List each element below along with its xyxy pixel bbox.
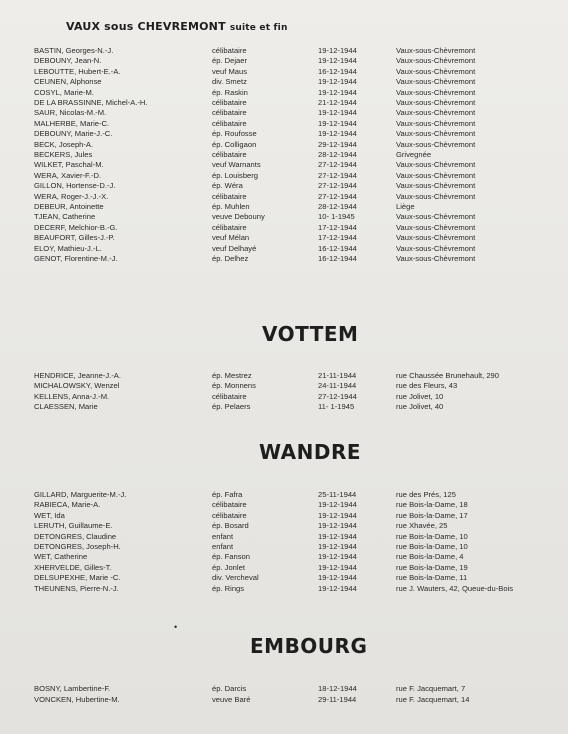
death-place: rue Jolivet, 10 [396,391,444,401]
death-place: rue des Prés, 125 [396,490,456,499]
person-name: SAUR, Nicolas-M.-M. [34,108,107,118]
death-place: rue Bois-la-Dame, 19 [396,562,468,572]
marital-status: célibataire [212,391,247,401]
death-place: Vaux-sous-Chèvremont [396,139,476,149]
person-name: BOSNY, Lambertine-F. [34,684,111,693]
death-date: 11- 1-1945 [318,402,355,412]
person-name: WET, Catherine [34,552,88,562]
list-item [0,139,568,150]
death-place: rue Bois-la-Dame, 4 [396,552,464,562]
list-item [0,562,568,573]
person-name: THEUNENS, Pierre-N.-J. [34,583,119,593]
list-item [0,551,568,562]
list-item [0,572,568,583]
person-name: VONCKEN, Hubertine-M. [34,695,120,704]
death-date: 19-12-1944 [318,129,357,139]
list-item [0,683,568,694]
marital-status: ép. Dejaer [212,56,248,66]
list-item [0,180,568,191]
marital-status: enfant [212,542,234,551]
person-name: GENOT, Florentine-M.-J. [34,254,118,263]
marital-status: veuf Maus [212,66,248,76]
marital-status: ép. Roufosse [212,129,257,139]
death-date: 19-12-1944 [318,542,357,551]
person-name: COSYL, Marie-M. [34,87,94,97]
list-item [0,118,568,129]
list-item [0,128,568,139]
death-date: 25-11-1944 [318,490,357,499]
marital-status: ép. Monnens [212,381,256,391]
death-place: rue Bois-la-Dame, 10 [396,542,468,551]
marital-status: célibataire [212,150,247,159]
marital-status: veuf Delhayé [212,243,257,253]
list-item [0,191,568,202]
death-place: Vaux-sous-Chèvremont [396,77,476,87]
marital-status: ép. Darcis [212,684,247,693]
death-place: rue des Fleurs, 43 [396,381,458,391]
marital-status: ép. Wéra [212,181,243,191]
death-place: rue Xhavée, 25 [396,521,448,531]
list-item [0,55,568,66]
person-name: HENDRICE, Jeanne-J.-A. [34,371,121,380]
marital-status: veuve Debouny [212,212,265,222]
person-name: DELSUPEXHE, Marie -C. [34,573,121,583]
death-date: 28-12-1944 [318,150,357,159]
list-item [0,97,568,108]
section-title-vaux-text: VAUX sous CHEVREMONT [66,20,226,33]
marital-status: ép. Colligaon [212,139,257,149]
person-name: KELLENS, Anna-J.-M. [34,391,110,401]
list-item [0,87,568,98]
death-date: 27-12-1944 [318,191,357,201]
list-item [0,232,568,243]
person-name: TJEAN, Catherine [34,212,96,222]
marital-status: veuf Warnants [212,160,261,170]
death-place: Vaux-sous-Chèvremont [396,170,476,180]
death-date: 27-12-1944 [318,170,357,180]
death-date: 19-12-1944 [318,108,357,118]
list-item [0,170,568,181]
death-date: 19-12-1944 [318,77,357,87]
death-place: rue F. Jacquemart, 14 [396,695,470,704]
death-date: 16-12-1944 [318,66,357,76]
section-title-vaux [66,20,288,33]
person-name: XHERVELDE, Gilles-T. [34,562,112,572]
list-item [0,222,568,233]
list-item [0,391,568,402]
marital-status: ép. Delhez [212,254,249,263]
person-name: CEUNEN, Alphonse [34,77,102,87]
section-title-wandre: WANDRE [259,440,362,464]
list-item [0,107,568,118]
marital-status: div. Vercheval [212,573,259,583]
list-item [0,76,568,87]
list-item [0,694,568,705]
marital-status: célibataire [212,108,247,118]
death-date: 19-12-1944 [318,56,357,66]
person-name: LERUTH, Guillaume-E. [34,521,113,531]
person-name: CLAESSEN, Marie [34,402,98,412]
list-item [0,159,568,170]
person-name: WERA, Roger-J.-J.-X. [34,191,109,201]
death-date: 18-12-1944 [318,684,357,693]
marital-status: ép. Fafra [212,490,243,499]
death-date: 19-12-1944 [318,118,357,128]
list-item [0,541,568,552]
death-date: 19-12-1944 [318,87,357,97]
list-item [0,489,568,500]
death-date: 19-12-1944 [318,521,357,531]
death-date: 19-12-1944 [318,573,357,583]
list-item [0,380,568,391]
marital-status: ép. Jonlet [212,562,245,572]
death-place: Vaux-sous-Chèvremont [396,129,476,139]
person-name: DECERF, Melchior-B.-G. [34,222,118,232]
list-item [0,149,568,160]
death-date: 19-12-1944 [318,46,357,55]
person-name: WERA, Xavier-F.-D. [34,170,102,180]
death-place: Vaux-sous-Chèvremont [396,212,476,222]
death-place: Vaux-sous-Chèvremont [396,254,476,263]
death-place: Vaux-sous-Chèvremont [396,160,476,170]
marital-status: veuf Mélan [212,233,250,243]
list-item [0,253,568,264]
person-name: BASTIN, Georges-N.-J. [34,46,114,55]
death-date: 27-12-1944 [318,391,357,401]
death-place: Grivegnée [396,150,432,159]
death-place: rue Bois-la-Dame, 11 [396,573,468,583]
person-name: MICHALOWSKY, Wenzel [34,381,120,391]
death-date: 27-12-1944 [318,160,357,170]
death-place: Vaux-sous-Chèvremont [396,233,476,243]
death-date: 19-12-1944 [318,552,357,562]
section-title-vottem: VOTTEM [262,322,359,346]
person-name: ELOY, Mathieu-J.-L. [34,243,102,253]
death-place: rue Chaussée Brunehault, 290 [396,371,500,380]
death-place: Vaux-sous-Chèvremont [396,108,476,118]
death-place: Liège [396,202,415,211]
death-place: Vaux-sous-Chèvremont [396,56,476,66]
person-name: BECKERS, Jules [34,150,93,159]
marital-status: célibataire [212,46,247,55]
death-date: 19-12-1944 [318,562,357,572]
person-name: MALHERBE, Marie-C. [34,118,110,128]
death-date: 21-12-1944 [318,98,357,107]
marital-status: célibataire [212,118,247,128]
death-place: Vaux-sous-Chèvremont [396,98,476,107]
list-item [0,401,568,412]
person-name: DEBEUR, Antoinette [34,202,104,211]
marital-status: célibataire [212,500,247,510]
death-date: 21-11-1944 [318,371,357,380]
list-item [0,520,568,531]
list-item [0,45,568,56]
death-date: 19-12-1944 [318,583,357,593]
section-title-embourg: EMBOURG [250,634,368,658]
marital-status: veuve Baré [212,695,251,704]
ink-dot-mark: • [174,622,178,632]
marital-status: ép. Muhlen [212,202,250,211]
list-item [0,66,568,77]
list-item [0,370,568,381]
death-date: 16-12-1944 [318,243,357,253]
marital-status: célibataire [212,191,247,201]
death-date: 19-12-1944 [318,500,357,510]
person-name: BEAUFORT, Gilles-J.-P. [34,233,115,243]
death-place: Vaux-sous-Chèvremont [396,181,476,191]
marital-status: ép. Bosard [212,521,249,531]
person-name: GILLARD, Marguerite-M.-J. [34,490,127,499]
person-name: DE LA BRASSINNE, Michel-A.-H. [34,98,148,107]
person-name: WET, Ida [34,510,65,520]
marital-status: célibataire [212,98,247,107]
death-place: rue F. Jacquemart, 7 [396,684,466,693]
list-item [0,531,568,542]
person-name: WILKET, Paschal-M. [34,160,104,170]
marital-status: div. Smetz [212,77,247,87]
death-place: Vaux-sous-Chèvremont [396,243,476,253]
person-name: DETONGRES, Joseph-H. [34,542,121,551]
death-date: 29-12-1944 [318,139,357,149]
person-name: DEBOUNY, Marie-J.-C. [34,129,113,139]
person-name: LEBOUTTE, Hubert-E.-A. [34,66,121,76]
section-title-vaux-suffix: suite et fin [229,23,288,33]
marital-status: ép. Pelaers [212,402,251,412]
death-date: 10- 1-1945 [318,212,355,222]
death-place: Vaux-sous-Chèvremont [396,66,476,76]
death-place: rue Bois-la-Dame, 10 [396,531,468,541]
person-name: BECK, Joseph-A. [34,139,94,149]
death-date: 28-12-1944 [318,202,357,211]
death-place: Vaux-sous-Chèvremont [396,191,476,201]
list-item [0,211,568,222]
death-date: 19-12-1944 [318,531,357,541]
death-place: Vaux-sous-Chèvremont [396,87,476,97]
person-name: DEBOUNY, Jean-N. [34,56,102,66]
list-item [0,201,568,212]
marital-status: ép. Mestrez [212,371,252,380]
marital-status: ép. Rings [212,583,245,593]
death-place: Vaux-sous-Chèvremont [396,46,476,55]
death-date: 17-12-1944 [318,222,357,232]
person-name: DETONGRES, Claudine [34,531,117,541]
death-date: 24-11-1944 [318,381,357,391]
person-name: RABIECA, Marie-A. [34,500,101,510]
marital-status: enfant [212,531,234,541]
death-place: rue Bois-la-Dame, 18 [396,500,468,510]
marital-status: célibataire [212,222,247,232]
marital-status: ép. Raskin [212,87,248,97]
death-place: rue J. Wauters, 42, Queue-du-Bois [396,583,514,593]
death-date: 27-12-1944 [318,181,357,191]
death-date: 16-12-1944 [318,254,357,263]
marital-status: ép. Louisberg [212,170,259,180]
list-item [0,583,568,594]
person-name: GILLON, Hortense-D.-J. [34,181,116,191]
death-place: Vaux-sous-Chèvremont [396,118,476,128]
death-place: rue Bois-la-Dame, 17 [396,510,468,520]
marital-status: ép. Fanson [212,552,250,562]
death-place: rue Jolivet, 40 [396,402,444,412]
death-date: 17-12-1944 [318,233,357,243]
death-place: Vaux-sous-Chèvremont [396,222,476,232]
death-date: 19-12-1944 [318,510,357,520]
list-item [0,510,568,521]
list-item [0,499,568,510]
list-item [0,243,568,254]
death-date: 29-11-1944 [318,695,357,704]
marital-status: célibataire [212,510,247,520]
